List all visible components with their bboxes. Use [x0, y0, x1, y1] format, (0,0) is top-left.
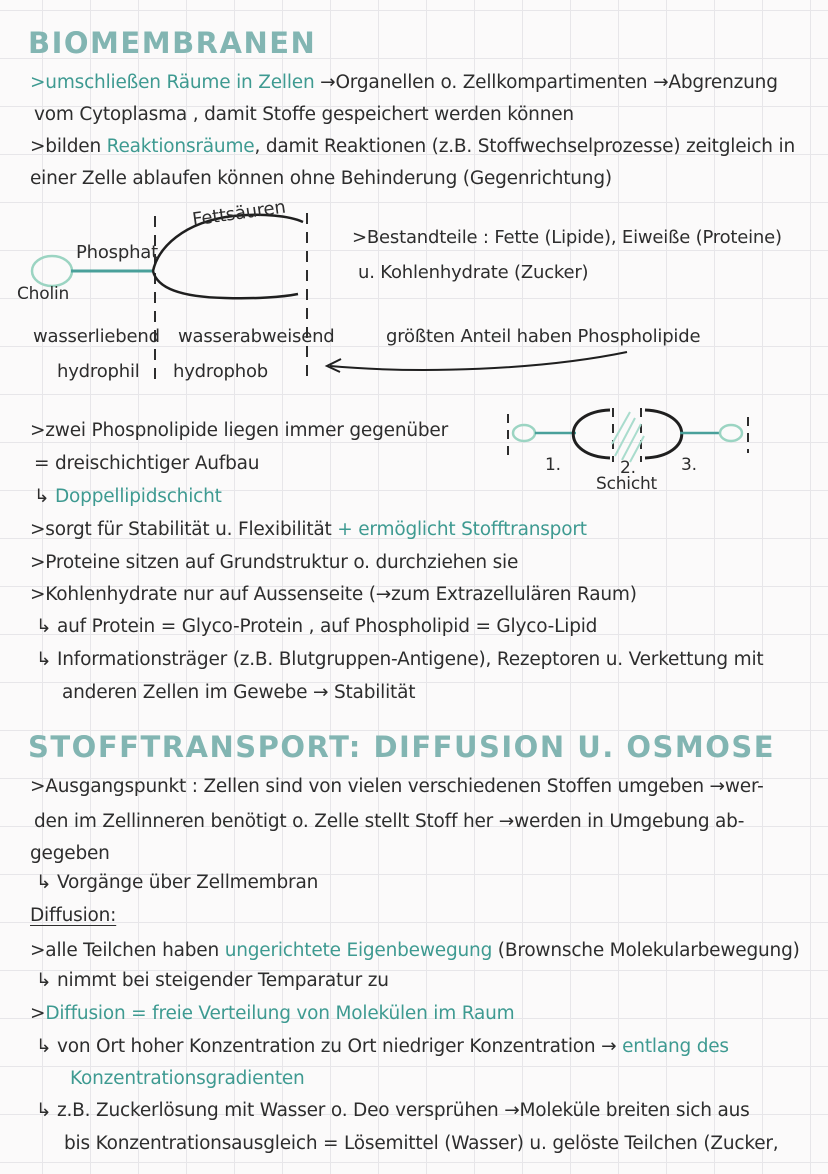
bullet-kohlenhydrate: >Kohlenhydrate nur auf Aussenseite (→zum Extrazellulären Raum): [30, 584, 637, 605]
body-text: >sorgt für Stabilität u. Flexibilität: [30, 519, 338, 540]
bestandteile-line-1: >Bestandteile : Fette (Lipide), Eiweiße (Proteine): [352, 227, 782, 248]
head-circle-left: [513, 425, 535, 441]
osmose-line-2: den im Zellinneren benötigt o. Zelle stellt Stoff her →werden in Umgebung ab-: [34, 811, 745, 832]
label-schicht: Schicht: [596, 474, 658, 494]
intro-line-4: einer Zelle ablaufen können ohne Behinderung (Gegenrichtung): [30, 168, 612, 189]
body-text: >bilden: [30, 136, 107, 157]
highlight-text: >umschließen Räume in Zellen: [30, 72, 315, 93]
bullet-glyco: ↳ auf Protein = Glyco-Protein , auf Phospholipid = Glyco-Lipid: [36, 616, 598, 637]
intro-line-3: [30, 136, 795, 157]
label-hydrophob: hydrophob: [173, 361, 268, 382]
osmose-line-1: >Ausgangspunkt : Zellen sind von vielen verschiedenen Stoffen umgeben →wer-: [30, 776, 764, 797]
highlight-text: + ermöglicht Stofftransport: [337, 519, 587, 540]
diffusion-line-1: [30, 940, 800, 961]
body-text: (Brownsche Molekularbewegung): [492, 940, 800, 961]
phospholipid-diagram: [0, 196, 828, 400]
head-circle-right: [720, 425, 742, 441]
diffusion-line-3: [30, 1003, 514, 1024]
label-hydrophil: hydrophil: [57, 361, 140, 382]
label-phosphat: Phosphat: [76, 242, 158, 263]
layer-number-3: 3.: [681, 455, 697, 475]
bullet-mark: >: [30, 1003, 46, 1024]
curved-arrow-line: [330, 352, 627, 370]
bullet-informationstraeger: ↳ Informationsträger (z.B. Blutgruppen-Antigene), Rezeptoren u. Verkettung mit: [36, 649, 764, 670]
hatch-pattern: [612, 412, 644, 462]
body-text: ↳ von Ort hoher Konzentration zu Ort niedriger Konzentration →: [36, 1036, 623, 1057]
cholin-head-circle: [32, 256, 72, 286]
highlight-text: Diffusion = freie Verteilung von Molekülen im Raum: [45, 1003, 515, 1024]
label-fettsauren: Fettsäuren: [190, 196, 287, 231]
label-wasserabweisend: wasserabweisend: [178, 326, 335, 347]
bullet-proteine: >Proteine sitzen auf Grundstruktur o. durchziehen sie: [30, 552, 519, 573]
section2-title: STOFFTRANSPORT: DIFFUSION U. OSMOSE: [28, 730, 776, 764]
diffusion-heading: Diffusion:: [30, 905, 117, 926]
diffusion-line-4: [36, 1036, 729, 1057]
bullet-bilayer-2: = dreischichtiger Aufbau: [34, 453, 260, 474]
highlight-text: ungerichtete Eigenbewegung: [224, 940, 493, 961]
bullet-stability: [30, 519, 587, 540]
bullet-informationstraeger-cont: anderen Zellen im Gewebe → Stabilität: [62, 682, 416, 703]
osmose-line-4: ↳ Vorgänge über Zellmembran: [36, 872, 319, 893]
bullet-bilayer-1: >zwei Phospnolipide liegen immer gegenüber: [30, 420, 449, 441]
diffusion-line-7: bis Konzentrationsausgleich = Lösemittel (Wasser) u. gelöste Teilchen (Zucker,: [64, 1133, 779, 1154]
branch-arrow-icon: ↳: [34, 486, 55, 507]
tail-curve-left: [573, 410, 610, 458]
diffusion-line-6: ↳ z.B. Zuckerlösung mit Wasser o. Deo versprühen →Moleküle breiten sich aus: [36, 1100, 750, 1121]
layer-number-2: 2.: [620, 458, 636, 478]
label-anteil: größten Anteil haben Phospholipide: [386, 326, 701, 347]
osmose-line-3: gegeben: [30, 843, 110, 864]
bestandteile-line-2: u. Kohlenhydrate (Zucker): [358, 262, 589, 283]
diffusion-line-2: ↳ nimmt bei steigender Temparatur zu: [36, 970, 389, 991]
bilayer-diagram: [495, 400, 785, 500]
bullet-bilayer-3: [34, 486, 222, 507]
page-title: BIOMEMBRANEN: [28, 26, 317, 60]
body-text: >alle Teilchen haben: [30, 940, 225, 961]
highlight-text: Reaktionsräume: [106, 136, 255, 157]
intro-line-2: vom Cytoplasma , damit Stoffe gespeichert werden können: [34, 104, 574, 125]
highlight-text: entlang des: [622, 1036, 729, 1057]
layer-number-1: 1.: [545, 455, 561, 475]
intro-line-1: [30, 72, 778, 93]
label-wasserliebend: wasserliebend: [33, 326, 160, 347]
fatty-acid-tail-bottom: [153, 271, 298, 298]
label-cholin: Cholin: [17, 284, 70, 304]
body-text: , damit Reaktionen (z.B. Stoffwechselprozesse) zeitgleich in: [254, 136, 795, 157]
highlight-text: Doppellipidschicht: [54, 486, 222, 507]
body-text: →Organellen o. Zellkompartimenten →Abgrenzung: [314, 72, 778, 93]
tail-curve-right: [645, 410, 682, 458]
diffusion-line-5: Konzentrationsgradienten: [70, 1068, 305, 1089]
